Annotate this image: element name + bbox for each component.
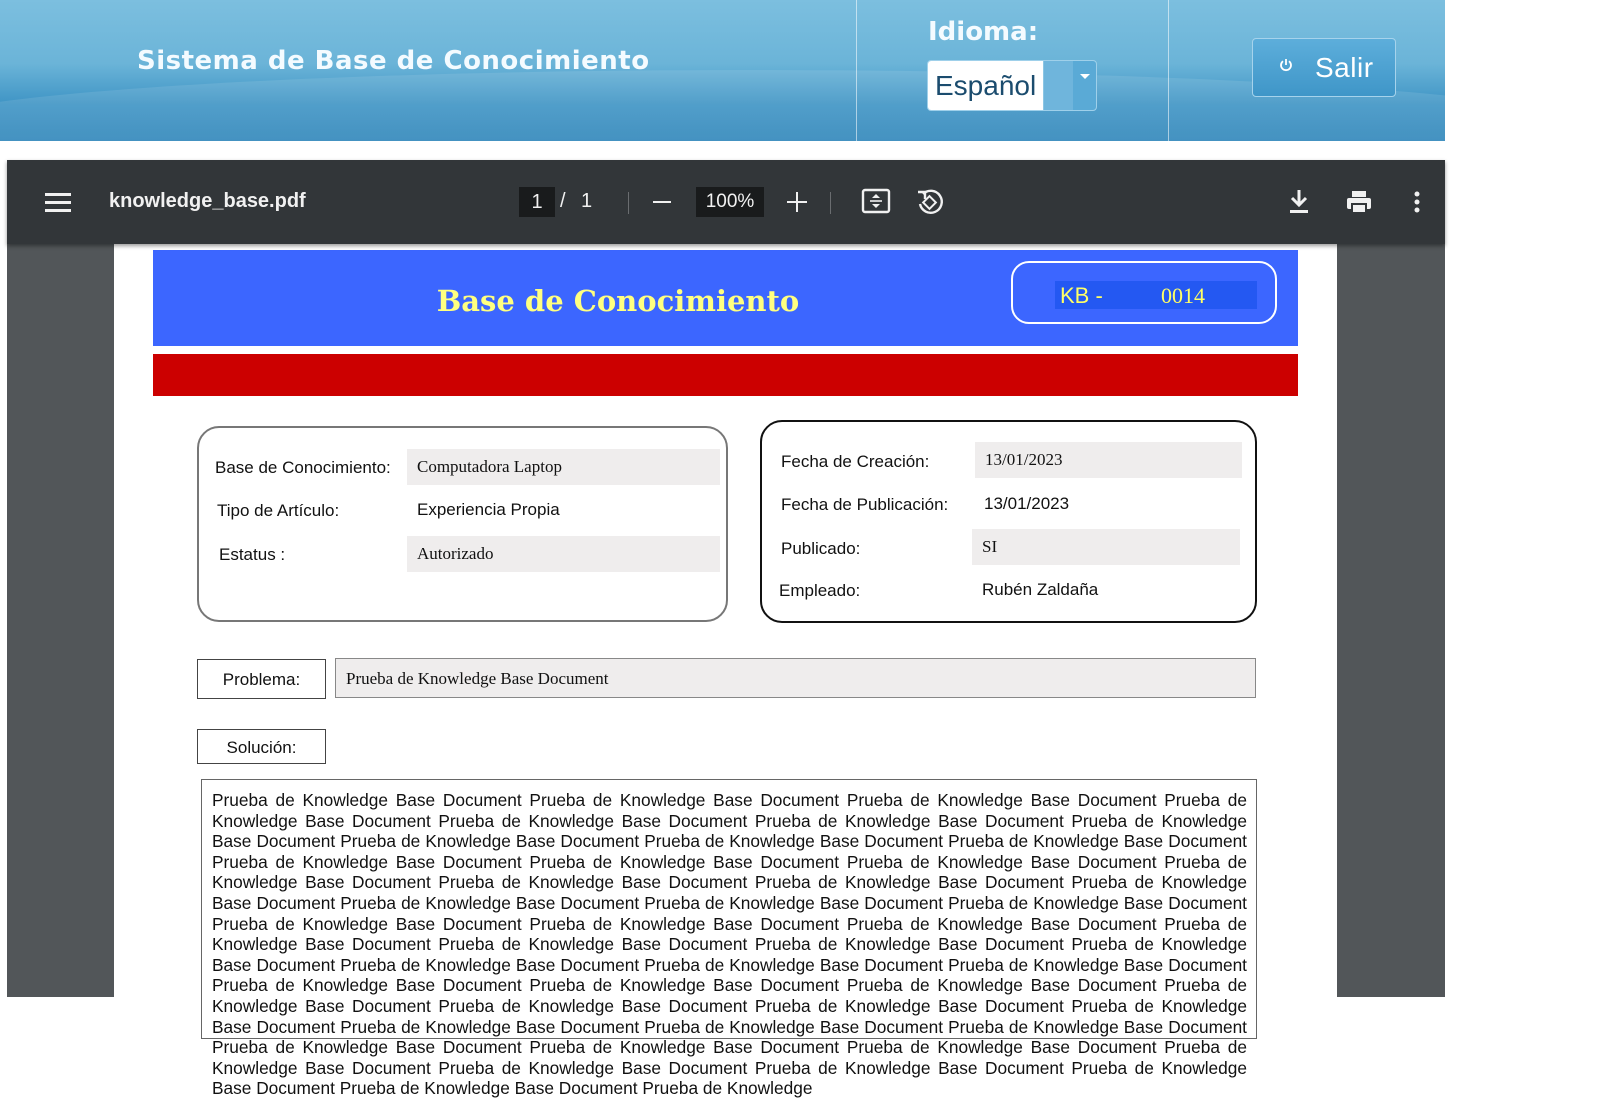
- field-label: Tipo de Artículo:: [217, 501, 340, 520]
- language-select-separator: [1043, 61, 1073, 110]
- kb-prefix: KB -: [1060, 283, 1103, 308]
- pdf-viewer: [7, 160, 1445, 1099]
- document-banner: [153, 250, 1298, 346]
- hamburger-menu-icon[interactable]: [45, 193, 71, 217]
- language-label: Idioma:: [928, 17, 1039, 47]
- problem-label: Problema:: [197, 659, 326, 699]
- zoom-input[interactable]: 100%: [696, 187, 764, 217]
- field-label: Publicado:: [781, 539, 861, 558]
- solution-text: Prueba de Knowledge Base Document Prueba de Knowledge Base Document Prueba de Knowledge Base Document Prueba de Knowledge Base Document Prueba de Knowledge Base Document Prueba de Knowledge Base Document Prueba de Knowledge Base Document Prueba de Knowledge Base Document Prueba de Knowledge Base Document Prueba de Knowledge Base Document Prueba de Knowledge Base Document Prueba de Knowledge Base Document Prueba de Knowledge Base Document Prueba de Knowledge Base Document Prueba de Knowledge Base Document Prueba de Knowledge Base Document Prueba de Knowledge Base Document Prueba de Knowledge Base Document Prueba de Knowledge Base Document Prueba de Knowledge Base Document Prueba de Knowledge Base Document Prueba de Knowledge Base Document Prueba de Knowledge Base Document Prueba de Knowledge Base Document Prueba de Knowledge Base Document Prueba de Knowledge Base Document Prueba de Knowledge Base Document Prueba de Knowledge Base Document Prueba de Knowledge Base Document Prueba de Knowledge Base Document Prueba de Knowledge Base Document Prueba de Knowledge Base Document Prueba de Knowledge Base Document Prueba de Knowledge Base Document Prueba de Knowledge Base Document Prueba de Knowledge Base Document Prueba de Knowledge Base Document Prueba de Knowledge Base Document Prueba de Knowledge Base Document Prueba de Knowledge Base Document Prueba de Knowledge Base Document Prueba de Knowledge Base Document Prueba de Knowledge Base Document Prueba de Knowledge Base Document Prueba de Knowledge Base Document Prueba de Knowledge Base Document Prueba de Knowledge Base Document Prueba de Knowledge Base Document Prueba de Knowledge: [201, 779, 1257, 1039]
- page-number-input[interactable]: 1: [519, 187, 555, 217]
- field-label: Fecha de Publicación:: [781, 495, 949, 514]
- language-select[interactable]: [927, 60, 1097, 111]
- kb-number: 0014: [1161, 283, 1205, 308]
- fit-to-page-icon[interactable]: [861, 188, 891, 221]
- power-icon: [1259, 58, 1293, 77]
- field-value: Autorizado: [407, 536, 720, 572]
- rotate-icon[interactable]: [915, 188, 945, 223]
- download-icon[interactable]: [1287, 188, 1311, 221]
- toolbar-divider: [628, 192, 629, 214]
- header-divider: [856, 0, 857, 141]
- field-label: Fecha de Creación:: [781, 452, 930, 471]
- pdf-filename: knowledge_base.pdf: [109, 190, 306, 212]
- chevron-down-icon[interactable]: [1073, 61, 1096, 110]
- logout-label: Salir: [1315, 51, 1374, 83]
- field-value: 13/01/2023: [975, 442, 1242, 478]
- red-divider-bar: [153, 354, 1298, 396]
- zoom-out-button[interactable]: [653, 201, 671, 203]
- print-icon[interactable]: [1345, 188, 1373, 221]
- zoom-in-button[interactable]: [787, 192, 807, 212]
- kb-code: [1055, 281, 1257, 309]
- page-separator: /: [560, 190, 566, 212]
- solution-label: Solución:: [197, 729, 326, 764]
- app-header: [0, 0, 1445, 141]
- header-divider: [1168, 0, 1169, 141]
- field-value: 13/01/2023: [984, 494, 1070, 513]
- language-selected-value: Español: [928, 61, 1043, 110]
- field-value: SI: [972, 529, 1240, 565]
- document-title: Base de Conocimiento: [436, 284, 800, 318]
- pdf-page: [114, 244, 1337, 1099]
- field-value: Experiencia Propia: [417, 500, 560, 519]
- field-label: Estatus :: [219, 545, 286, 564]
- field-value: Rubén Zaldaña: [982, 580, 1099, 599]
- field-label: Empleado:: [779, 581, 861, 600]
- field-label: Base de Conocimiento:: [215, 458, 391, 477]
- more-vertical-icon[interactable]: [1413, 188, 1421, 221]
- kb-code-box: [1011, 261, 1277, 324]
- toolbar-divider: [830, 192, 831, 214]
- logout-button[interactable]: [1252, 38, 1396, 97]
- pdf-toolbar: [7, 160, 1445, 244]
- app-title: Sistema de Base de Conocimiento: [137, 46, 650, 76]
- problem-value: Prueba de Knowledge Base Document: [335, 658, 1256, 698]
- field-value: Computadora Laptop: [407, 449, 720, 485]
- page-total: 1: [581, 190, 593, 212]
